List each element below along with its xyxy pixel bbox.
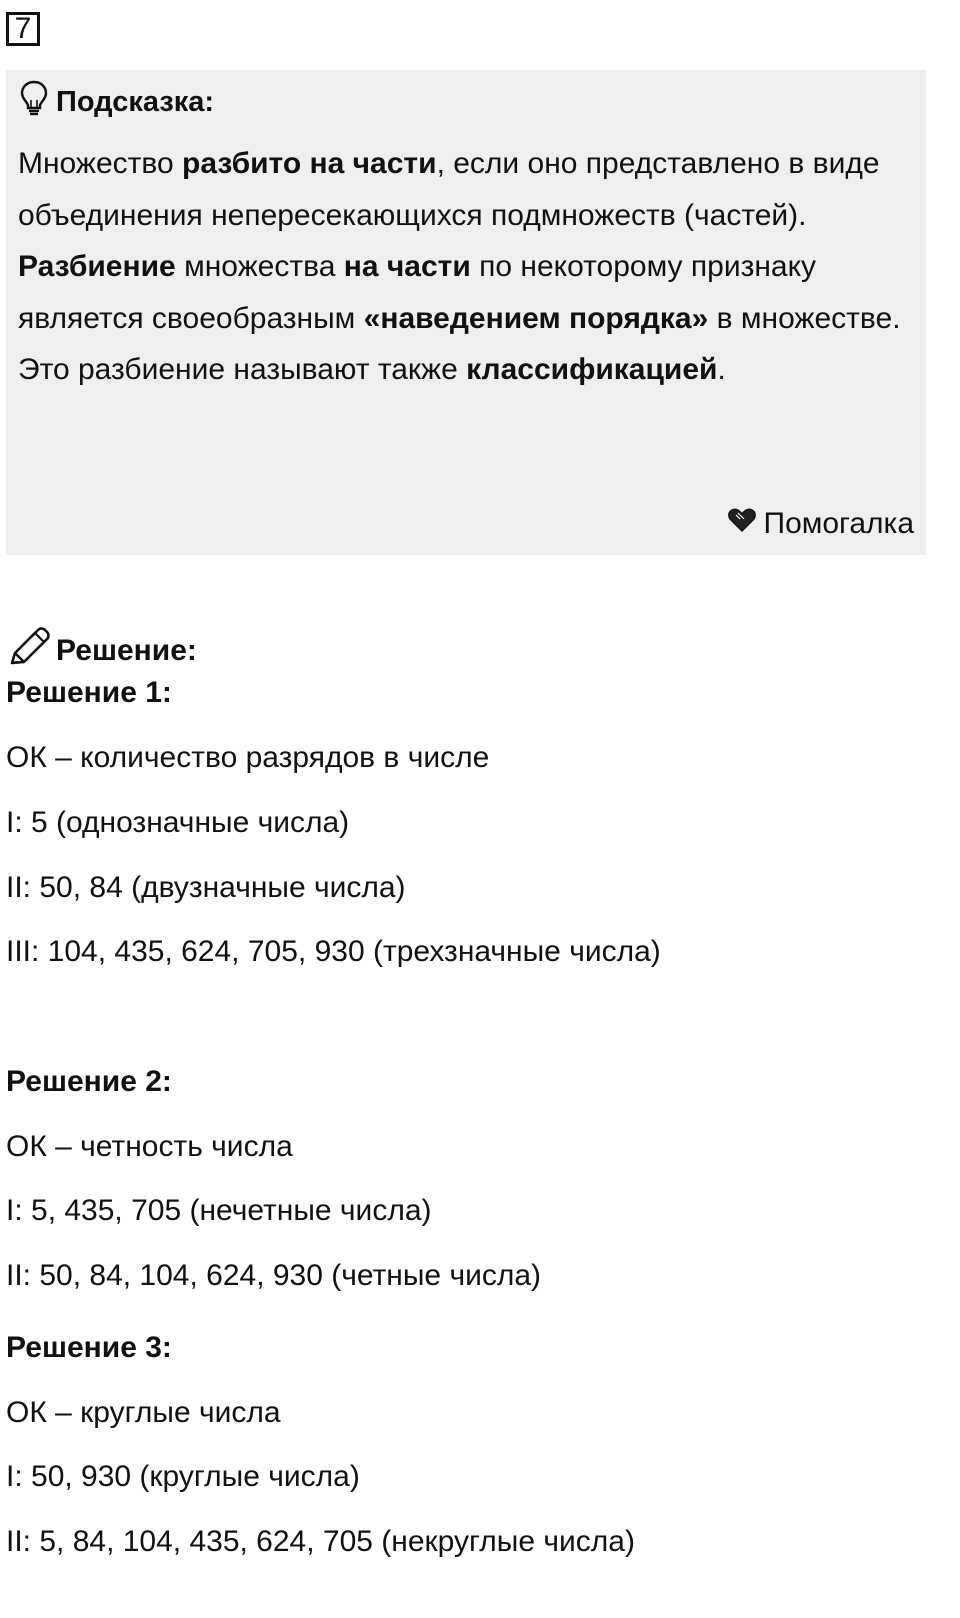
hint-paragraph-2-run: множества (175, 250, 344, 283)
hint-footer (728, 507, 915, 541)
solution-2-line: II: 50, 84, 104, 624, 930 (четные числа) (6, 1259, 542, 1292)
solution-1-line: III: 104, 435, 624, 705, 930 (трехзначные числа) (6, 935, 661, 968)
hint-paragraph-1-run: , если оно представлено в виде объединения непересекающихся подмножеств (частей). (18, 147, 880, 232)
hint-footer-label: Помогалка (763, 507, 914, 540)
hint-text (18, 138, 908, 396)
hint-paragraph-2-run: «наведением порядка» (363, 301, 709, 335)
hint-title: Подсказка: (56, 85, 215, 118)
solution-3-line: I: 50, 930 (круглые числа) (6, 1460, 360, 1493)
hint-header (20, 82, 214, 122)
solution-1-line: II: 50, 84 (двузначные числа) (6, 871, 406, 904)
solution-1-line: I: 5 (однозначные числа) (6, 806, 350, 839)
solution-2-line: ОК – четность числа (6, 1130, 293, 1163)
solution-2-title: Решение 2: (6, 1065, 172, 1098)
solution-3-line: ОК – круглые числа (6, 1396, 281, 1429)
hint-box (6, 70, 926, 555)
solution-1-line: ОК – количество разрядов в числе (6, 741, 490, 774)
solution-1-title: Решение 1: (6, 676, 172, 709)
hint-paragraph-1-run: Множество (18, 147, 183, 180)
solution-3-line: II: 5, 84, 104, 435, 624, 705 (некруглые числа) (6, 1525, 635, 1558)
hint-paragraph-1-run: разбито на части (182, 147, 437, 180)
heart-icon (728, 507, 756, 541)
hint-paragraph-1 (18, 138, 908, 241)
solution-header (8, 627, 197, 675)
hint-paragraph-2-run: классификацией (466, 353, 718, 386)
lightbulb-icon (20, 80, 48, 124)
hint-paragraph-2-run: на части (343, 250, 471, 283)
solution-title: Решение: (56, 634, 197, 667)
solution-2-line: I: 5, 435, 705 (нечетные числа) (6, 1194, 432, 1227)
hint-paragraph-2 (18, 241, 908, 396)
hint-paragraph-2-run: Разбиение (18, 250, 176, 283)
pencil-icon (8, 627, 50, 675)
hint-paragraph-2-run: в множестве. Это разбиение называют также (18, 301, 901, 386)
solution-3-title: Решение 3: (6, 1331, 172, 1364)
hint-paragraph-2-run: по некоторому признаку является своеобразным (18, 250, 817, 335)
hint-paragraph-2-run: . (717, 353, 726, 386)
task-number: 7 (6, 12, 40, 46)
